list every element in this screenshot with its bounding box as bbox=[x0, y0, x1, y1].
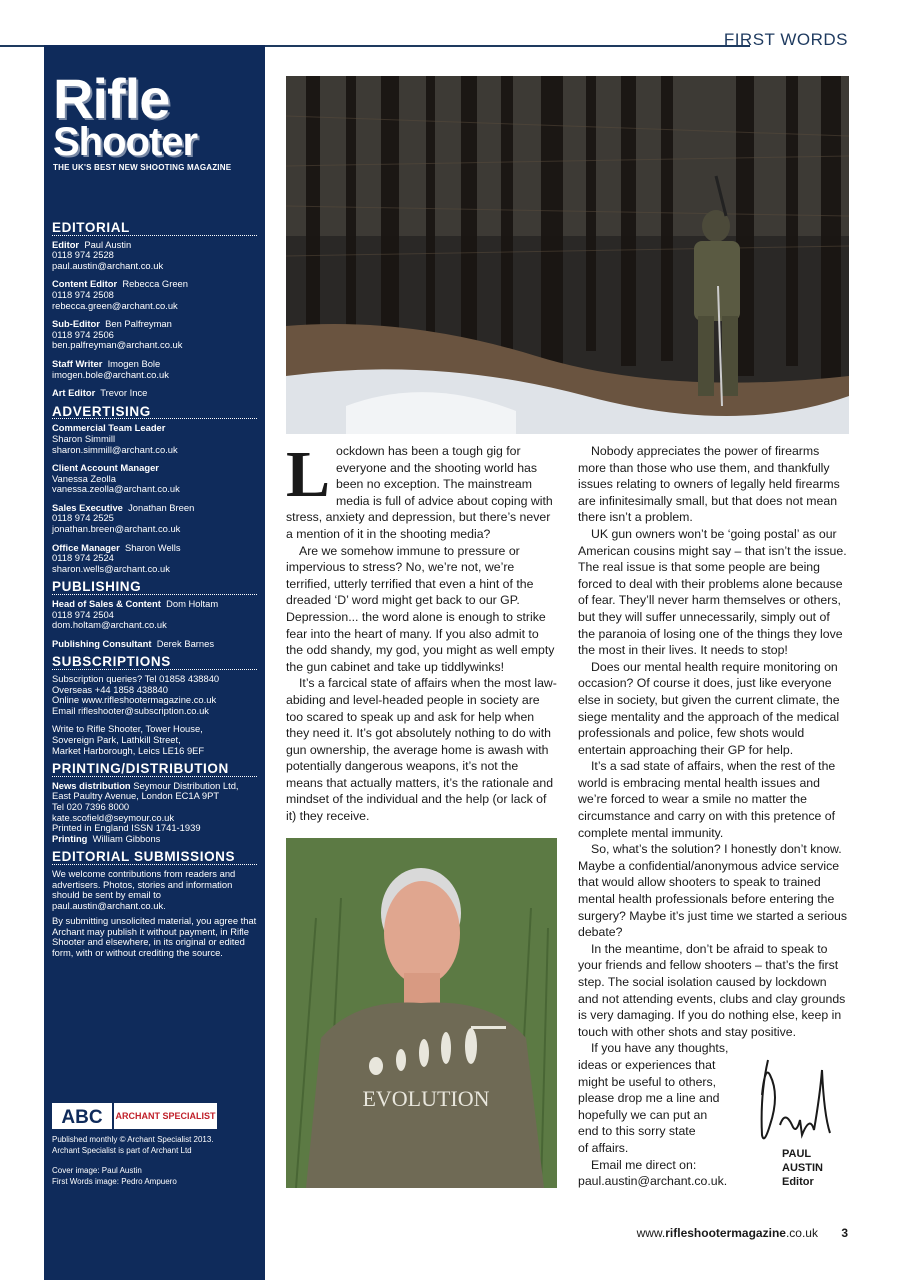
printed-info: Printed in England ISSN 1741-1939 bbox=[52, 822, 201, 834]
name: Paul Austin bbox=[84, 238, 132, 250]
page-number: 3 bbox=[841, 1226, 848, 1240]
url-main: rifleshootermagazine bbox=[665, 1226, 786, 1240]
page-footer bbox=[637, 1226, 848, 1240]
abc-logo: ABC bbox=[52, 1103, 112, 1129]
role: Office Manager bbox=[52, 541, 120, 553]
subscription-tel: Subscription queries? Tel 01858 438840 bbox=[52, 673, 220, 684]
publishing-section bbox=[52, 579, 257, 649]
phone: 0118 974 2524 bbox=[52, 552, 114, 564]
name: Ben Palfreyman bbox=[105, 318, 172, 330]
closing-line: ideas or experiences that bbox=[578, 1057, 716, 1072]
role: Sales Executive bbox=[52, 501, 123, 513]
masthead-sidebar bbox=[44, 45, 265, 1280]
submissions-heading: EDITORIAL SUBMISSIONS bbox=[52, 852, 257, 865]
distributor: Seymour Distribution Ltd, East Paultry Avenue, London EC1A 9PT bbox=[52, 779, 239, 802]
signoff-title: Editor bbox=[782, 1176, 814, 1188]
role: Editor bbox=[52, 238, 80, 250]
drop-cap: L bbox=[286, 438, 331, 511]
name: Jonathan Breen bbox=[128, 501, 195, 513]
editor-portrait-photo bbox=[286, 838, 557, 1188]
email[interactable]: paul.austin@archant.co.uk bbox=[52, 259, 164, 271]
closing-line: might be useful to others, bbox=[578, 1074, 717, 1089]
article-paragraph: UK gun owners won’t be ‘going postal’ as our American cousins might say – that isn’t the issue. The real issue is that some people are being forced to deal with their problems alone because of fear. They’ll never harm themselves or others, but they will suffer unnecessarily, simply out of the paranoia of losing one of the things they love the most in their lives. It needs to stop! bbox=[578, 526, 847, 658]
archant-line: Archant Specialist is part of Archant Ltd bbox=[52, 1145, 192, 1155]
firstwords-credit: First Words image: Pedro Ampuero bbox=[52, 1176, 177, 1186]
article-paragraph: It’s a farcical state of affairs when the most law-abiding and level-headed people in society are too scared to speak up and ask for help when they need it. It’s got absolutely nothing to do with gun ownership, the average home is awash with potentially dangerous weapons, it’s not the means that actually matters, it’s the rationale and mindset of the individual and the help (or lack of it) they receive. bbox=[286, 676, 557, 824]
address-line: Market Harborough, Leics LE16 9EF bbox=[52, 744, 205, 756]
name: Sharon Wells bbox=[124, 541, 181, 553]
printing-section bbox=[52, 761, 257, 844]
phone: 0118 974 2525 bbox=[52, 512, 114, 524]
publication-info bbox=[52, 1135, 257, 1197]
subscription-online[interactable]: Online www.rifleshootermagazine.co.uk bbox=[52, 694, 217, 706]
publishing-heading: PUBLISHING bbox=[52, 582, 257, 595]
closing-line: of affairs. bbox=[578, 1140, 629, 1155]
name: Vanessa Zeolla bbox=[52, 472, 116, 484]
submissions-text: We welcome contributions from readers and advertisers. Photos, stories and information should be sent by email to paul.austin@archant.co.uk. bbox=[52, 867, 236, 911]
phone: 0118 974 2508 bbox=[52, 288, 114, 300]
article-paragraph: Does our mental health require monitoring on occasion? Of course it does, just like everyone else in society, but given the current climate, the siege mentality and the approach of the medical professionals and police, few shots would entertain approaching their GP for help. bbox=[578, 659, 840, 757]
subscriptions-heading: SUBSCRIPTIONS bbox=[52, 657, 257, 670]
logo-line1: Rifle bbox=[53, 67, 170, 130]
signoff-name: PAUL AUSTIN bbox=[782, 1148, 823, 1174]
name: Imogen Bole bbox=[107, 357, 161, 369]
editorial-heading: EDITORIAL bbox=[52, 223, 257, 236]
submissions-text: By submitting unsolicited material, you agree that Archant may publish it without payment, in Rifle Shooter and elsewhere, in its original or edited form, with or without crediting the source. bbox=[52, 915, 257, 959]
role: Staff Writer bbox=[52, 357, 103, 369]
url-suffix: .co.uk bbox=[785, 1226, 818, 1240]
article-paragraph: In the meantime, don’t be afraid to speak to your friends and fellow shooters – that’s the first step. The social isolation caused by lockdown and not attending events, clubs and clay grounds is very damaging. If you do nothing else, keep in touch with other shots and stay positive. bbox=[578, 941, 846, 1039]
masthead-credits bbox=[52, 220, 257, 965]
email[interactable]: ben.palfreyman@archant.co.uk bbox=[52, 339, 183, 351]
subscriptions-section bbox=[52, 654, 257, 756]
name: Sharon Simmill bbox=[52, 432, 116, 444]
url-prefix: www. bbox=[636, 1226, 666, 1240]
name: Rebecca Green bbox=[122, 278, 188, 290]
article-paragraph: ockdown has been a tough gig for everyone and the shooting world has been no exception. The mainstream media is full of advice about coping with stress, anxiety and depression, but there’s never a mention of it in the shooting media? bbox=[286, 444, 553, 541]
editorial-section bbox=[52, 220, 257, 399]
archant-specialist-logo: ARCHANT SPECIALIST bbox=[114, 1103, 217, 1129]
role: Printing bbox=[52, 832, 88, 844]
article-paragraph: Nobody appreciates the power of firearms more than those who use them, and thankfully issues relating to owners of legally held firearms are infinitesimally small, but that does not mean there isn’t a problem. bbox=[578, 444, 840, 525]
submissions-section bbox=[52, 849, 257, 959]
phone: Tel 020 7396 8000 bbox=[52, 800, 130, 812]
forest-hunter-photo bbox=[286, 76, 849, 434]
article-column-1 bbox=[286, 438, 557, 825]
subscription-email[interactable]: Email rifleshooter@subscription.co.uk bbox=[52, 704, 209, 716]
name: Derek Barnes bbox=[156, 637, 215, 649]
editor-email-link[interactable]: paul.austin@archant.co.uk. bbox=[578, 1174, 728, 1189]
role: Content Editor bbox=[52, 278, 118, 290]
role: Commercial Team Leader bbox=[52, 422, 166, 434]
role: Client Account Manager bbox=[52, 462, 159, 474]
role: Art Editor bbox=[52, 387, 96, 399]
email[interactable]: jonathan.breen@archant.co.uk bbox=[52, 523, 181, 535]
phone: 0118 974 2528 bbox=[52, 249, 114, 261]
forest-scene-illustration bbox=[286, 76, 849, 434]
magazine-logo bbox=[53, 67, 232, 172]
role: News distribution bbox=[52, 779, 131, 791]
name: Trevor Ince bbox=[100, 387, 148, 399]
email[interactable]: sharon.simmill@archant.co.uk bbox=[52, 443, 178, 455]
email[interactable]: sharon.wells@archant.co.uk bbox=[52, 562, 170, 574]
closing-line: end to this sorry state bbox=[578, 1124, 696, 1139]
footer-url[interactable] bbox=[637, 1226, 818, 1240]
published-line: Published monthly © Archant Specialist 2013. bbox=[52, 1135, 214, 1144]
role: Head of Sales & Content bbox=[52, 598, 161, 610]
abc-badge bbox=[52, 1103, 217, 1129]
logo-tagline: THE UK'S BEST NEW SHOOTING MAGAZINE bbox=[53, 163, 232, 172]
email[interactable]: rebecca.green@archant.co.uk bbox=[52, 299, 178, 311]
address-line: Sovereign Park, Lathkill Street, bbox=[52, 733, 181, 745]
email[interactable]: imogen.bole@archant.co.uk bbox=[52, 368, 169, 380]
advertising-heading: ADVERTISING bbox=[52, 407, 257, 420]
logo-line2: Shooter bbox=[53, 120, 198, 164]
editor-signature bbox=[740, 1055, 840, 1150]
tshirt-text: EVOLUTION bbox=[362, 1086, 490, 1111]
portrait-illustration bbox=[286, 838, 557, 1188]
subscription-overseas: Overseas +44 1858 438840 bbox=[52, 683, 168, 695]
address-line: Write to Rifle Shooter, Tower House, bbox=[52, 723, 203, 735]
article-paragraph: Are we somehow immune to pressure or impervious to stress? No, we’re not, we’re terrified, utterly terrified that even a hint of the dreaded ‘D’ word might get back to our GP. Depression... the word alone is enough to strike fear into the heart of many. If you also admit to the odd shandy, my god, you might as well empty the gun cabinet and take up tiddlywinks! bbox=[286, 543, 555, 674]
printing-heading: PRINTING/DISTRIBUTION bbox=[52, 764, 257, 777]
cover-credit: Cover image: Paul Austin bbox=[52, 1166, 142, 1175]
email[interactable]: vanessa.zeolla@archant.co.uk bbox=[52, 483, 180, 495]
article-paragraph: So, what’s the solution? I honestly don’t know. Maybe a confidential/anonymous advice service that would allow shooters to speak to trained mental health professionals before entering the surgery? Maybe it’s just time we started a serious debate? bbox=[578, 842, 848, 940]
phone: 0118 974 2504 bbox=[52, 608, 114, 620]
name: Dom Holtam bbox=[166, 598, 219, 610]
email-intro: Email me direct on: bbox=[591, 1157, 697, 1172]
article-paragraph: It’s a sad state of affairs, when the rest of the world is embracing mental health issues and we’re forced to wear a smile no matter the circumstance and carry on with this pretence of complete mental immunity. bbox=[578, 759, 836, 840]
email[interactable]: kate.scofield@seymour.co.uk bbox=[52, 811, 175, 823]
name: William Gibbons bbox=[92, 832, 161, 844]
section-title: FIRST WORDS bbox=[723, 30, 848, 49]
advertising-section bbox=[52, 403, 257, 575]
closing-line: please drop me a line and bbox=[578, 1091, 720, 1106]
closing-line: hopefully we can put an bbox=[578, 1107, 708, 1122]
closing-line: If you have any thoughts, bbox=[591, 1041, 729, 1056]
phone: 0118 974 2506 bbox=[52, 328, 114, 340]
email[interactable]: dom.holtam@archant.co.uk bbox=[52, 619, 167, 631]
role: Sub-Editor bbox=[52, 318, 100, 330]
role: Publishing Consultant bbox=[52, 637, 152, 649]
